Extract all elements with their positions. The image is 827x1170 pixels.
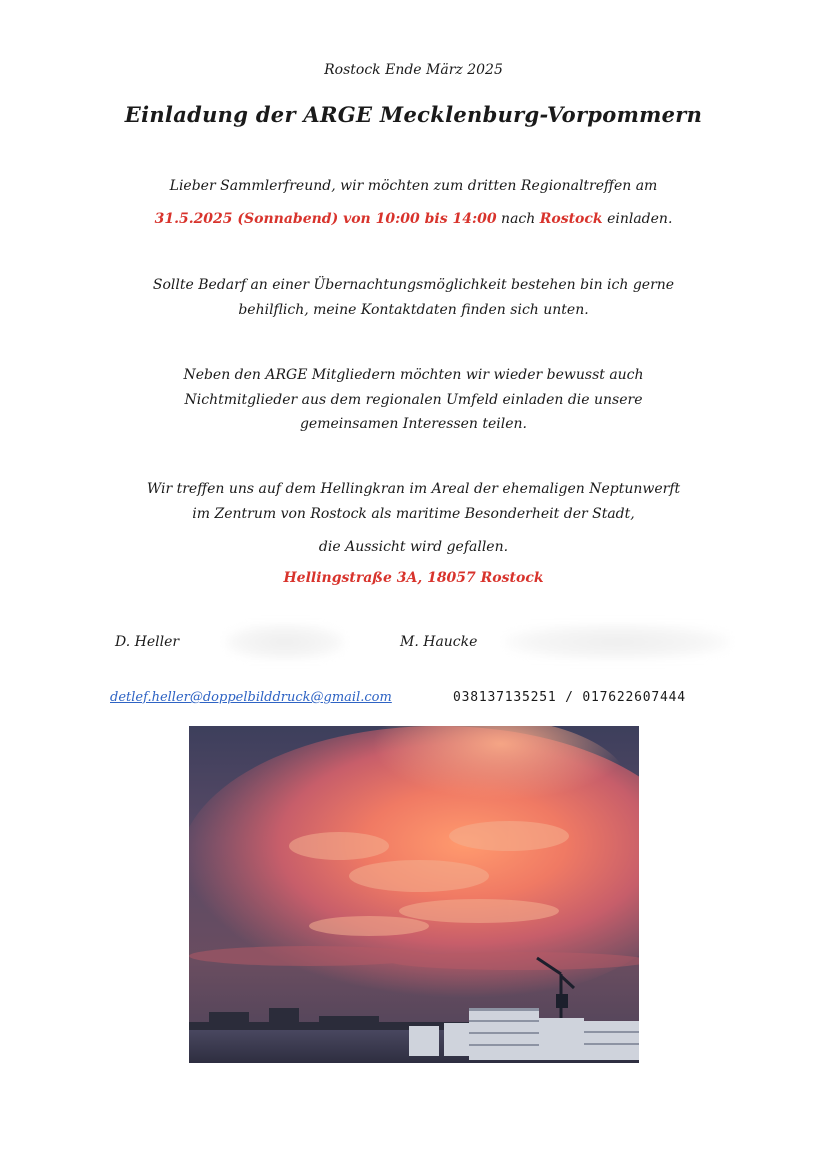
venue-line-3: die Aussicht wird gefallen. <box>318 539 509 555</box>
intro-line-2 <box>0 211 827 227</box>
signature-name-haucke: M. Haucke <box>400 634 478 650</box>
overnight-line-1: Sollte Bedarf an einer Übernachtungsmöglichkeit bestehen bin ich gerne <box>152 277 675 293</box>
rostock-skyline-illustration <box>189 726 639 1063</box>
document-title: Einladung der ARGE Mecklenburg-Vorpommern <box>124 102 703 127</box>
contact-email-link[interactable]: detlef.heller@doppelbilddruck@gmail.com <box>110 690 392 705</box>
overnight-line-2: behilflich, meine Kontaktdaten finden sich unten. <box>238 302 589 318</box>
event-city: Rostock <box>539 211 603 227</box>
signature-name-heller: D. Heller <box>115 634 180 650</box>
members-line-3: gemeinsamen Interessen teilen. <box>299 416 528 432</box>
venue-line-2: im Zentrum von Rostock als maritime Besonderheit der Stadt, <box>192 506 635 522</box>
event-date-time: 31.5.2025 (Sonnabend) von 10:00 bis 14:00 <box>154 211 497 227</box>
contact-phones: 038137135251 / 017622607444 <box>453 690 686 705</box>
intro-einladen: einladen. <box>602 211 673 227</box>
document-date: Rostock Ende März 2025 <box>324 62 503 78</box>
intro-line-1: Lieber Sammlerfreund, wir möchten zum dritten Regionaltreffen am <box>169 178 658 194</box>
redacted-signature-haucke <box>505 624 730 660</box>
venue-address: Hellingstraße 3A, 18057 Rostock <box>283 570 544 586</box>
venue-line-1: Wir treffen uns auf dem Hellingkran im Areal der ehemaligen Neptunwerft <box>146 481 681 497</box>
members-line-1: Neben den ARGE Mitgliedern möchten wir wieder bewusst auch <box>183 367 644 383</box>
redacted-signature-heller <box>225 624 345 660</box>
intro-nach: nach <box>496 211 540 227</box>
sunset-clouds-photo <box>189 726 639 1063</box>
members-line-2: Nichtmitglieder aus dem regionalen Umfeld einladen die unsere <box>184 392 643 408</box>
